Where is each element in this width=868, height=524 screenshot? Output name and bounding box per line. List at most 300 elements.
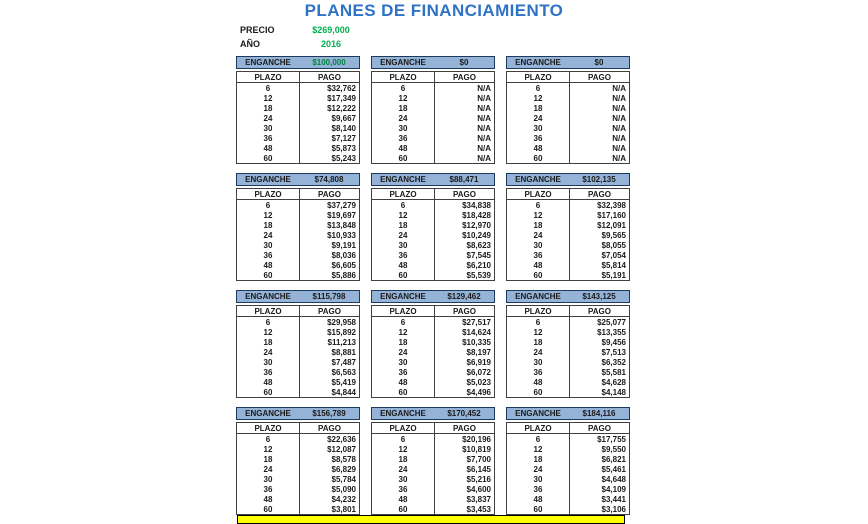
plazo-cell: 18: [507, 220, 570, 230]
pago-cell: $5,784: [331, 474, 356, 484]
pago-cell: $27,517: [462, 317, 491, 327]
plazo-cell: 18: [237, 454, 300, 464]
pago-cell: $9,456: [601, 337, 626, 347]
plazo-cell: 24: [507, 347, 570, 357]
plazo-cell: 48: [237, 260, 300, 270]
pago-cell: $32,398: [597, 200, 626, 210]
enganche-header-row: [371, 56, 495, 69]
plan-block: [371, 56, 495, 164]
pago-cell: $5,581: [601, 367, 626, 377]
plan-table-row: [237, 230, 359, 240]
plan-table-row: [372, 83, 494, 93]
plan-table-row: [507, 210, 629, 220]
pago-cell: $10,249: [462, 230, 491, 240]
pago-cell: $4,600: [466, 484, 491, 494]
plazo-cell: 12: [237, 210, 300, 220]
plan-table-row: [237, 357, 359, 367]
plan-table: [371, 305, 495, 398]
plazo-cell: 12: [237, 93, 300, 103]
pago-cell: N/A: [477, 133, 491, 143]
plan-table: [371, 422, 495, 515]
pago-cell: $12,087: [327, 444, 356, 454]
pago-cell: $8,578: [331, 454, 356, 464]
plazo-cell: 6: [237, 317, 300, 327]
plan-table-row: [237, 153, 359, 163]
pago-cell: N/A: [612, 103, 626, 113]
pago-cell: N/A: [612, 153, 626, 163]
plazo-cell: 60: [507, 270, 570, 280]
plazo-column-header: PLAZO: [237, 306, 300, 316]
pago-cell: $3,453: [466, 504, 491, 514]
plan-table-row: [507, 260, 629, 270]
plazo-cell: 12: [237, 444, 300, 454]
plan-table-row: [372, 93, 494, 103]
plazo-cell: 24: [372, 230, 435, 240]
pago-cell: $10,335: [462, 337, 491, 347]
pago-cell: $6,919: [466, 357, 491, 367]
plazo-cell: 24: [372, 347, 435, 357]
plazo-cell: 18: [237, 337, 300, 347]
ano-value: 2016: [320, 39, 342, 49]
enganche-value: $115,798: [312, 292, 346, 301]
plan-table-header-row: [237, 189, 359, 200]
plan-table-row: [372, 270, 494, 280]
plazo-cell: 24: [237, 113, 300, 123]
plazo-column-header: PLAZO: [237, 423, 300, 433]
plazo-cell: 6: [372, 434, 435, 444]
plan-table-row: [507, 367, 629, 377]
plan-table-row: [372, 387, 494, 397]
plan-table-row: [237, 143, 359, 153]
plan-table-row: [507, 123, 629, 133]
plazo-cell: 60: [372, 504, 435, 514]
plan-table-row: [237, 123, 359, 133]
plan-table: [506, 422, 630, 515]
enganche-label: ENGANCHE: [245, 409, 291, 418]
plan-table-row: [507, 377, 629, 387]
pago-column-header: PAGO: [318, 423, 341, 433]
plan-table-row: [507, 327, 629, 337]
plazo-cell: 60: [507, 153, 570, 163]
plan-table-header-row: [372, 72, 494, 83]
pago-cell: $17,755: [597, 434, 626, 444]
plan-table-row: [507, 484, 629, 494]
precio-value: $269,000: [312, 25, 350, 35]
plazo-cell: 48: [507, 494, 570, 504]
pago-cell: $25,077: [597, 317, 626, 327]
plan-block: [371, 290, 495, 398]
enganche-header-row: [236, 173, 360, 186]
plan-table-row: [237, 260, 359, 270]
pago-cell: $17,349: [327, 93, 356, 103]
pago-cell: $9,191: [331, 240, 356, 250]
enganche-value: $156,789: [312, 409, 346, 418]
plan-table-row: [372, 133, 494, 143]
plan-block: [236, 290, 360, 398]
plazo-cell: 36: [372, 133, 435, 143]
plan-table: [236, 188, 360, 281]
plazo-cell: 12: [507, 210, 570, 220]
plazo-cell: 6: [237, 434, 300, 444]
pago-cell: $6,145: [466, 464, 491, 474]
plan-table-row: [237, 250, 359, 260]
pago-cell: $5,090: [331, 484, 356, 494]
pago-cell: $19,697: [327, 210, 356, 220]
pago-cell: $5,873: [331, 143, 356, 153]
pago-cell: $5,023: [466, 377, 491, 387]
pago-column-header: PAGO: [453, 189, 476, 199]
enganche-label: ENGANCHE: [245, 58, 291, 67]
plan-table-row: [237, 327, 359, 337]
plan-table-row: [237, 454, 359, 464]
enganche-header-row: [371, 173, 495, 186]
plazo-cell: 18: [372, 220, 435, 230]
price-year-block: [240, 23, 360, 51]
plan-table-row: [237, 434, 359, 444]
pago-cell: $9,667: [331, 113, 356, 123]
pago-cell: $13,848: [327, 220, 356, 230]
plazo-cell: 18: [372, 454, 435, 464]
plan-table-row: [237, 133, 359, 143]
pago-cell: $8,881: [331, 347, 356, 357]
pago-cell: N/A: [612, 93, 626, 103]
plan-table: [236, 305, 360, 398]
enganche-label: ENGANCHE: [380, 292, 426, 301]
plan-table-row: [237, 387, 359, 397]
plazo-cell: 30: [507, 240, 570, 250]
plan-table: [236, 71, 360, 164]
enganche-value: $184,116: [582, 409, 616, 418]
pago-column-header: PAGO: [588, 306, 611, 316]
plan-block: [506, 173, 630, 281]
enganche-value: $143,125: [582, 292, 616, 301]
plan-table-row: [372, 260, 494, 270]
plan-table-row: [507, 133, 629, 143]
enganche-header-row: [236, 407, 360, 420]
precio-row: [240, 23, 360, 37]
plazo-cell: 30: [372, 240, 435, 250]
pago-column-header: PAGO: [588, 72, 611, 82]
pago-cell: $8,623: [466, 240, 491, 250]
pago-column-header: PAGO: [588, 423, 611, 433]
enganche-label: ENGANCHE: [245, 175, 291, 184]
plazo-cell: 12: [507, 93, 570, 103]
plazo-cell: 30: [372, 123, 435, 133]
plazo-cell: 30: [372, 474, 435, 484]
pago-cell: $3,801: [331, 504, 356, 514]
pago-cell: $4,232: [331, 494, 356, 504]
enganche-value: $0: [594, 58, 604, 67]
pago-cell: N/A: [477, 93, 491, 103]
plazo-cell: 30: [237, 240, 300, 250]
pago-cell: $12,222: [327, 103, 356, 113]
pago-cell: $6,210: [466, 260, 491, 270]
plazo-cell: 30: [372, 357, 435, 367]
plan-table-row: [372, 337, 494, 347]
enganche-label: ENGANCHE: [380, 58, 426, 67]
plan-table-row: [372, 444, 494, 454]
enganche-header-row: [506, 290, 630, 303]
plazo-cell: 36: [507, 484, 570, 494]
plazo-cell: 18: [372, 337, 435, 347]
plan-table-row: [507, 250, 629, 260]
plan-table-row: [237, 220, 359, 230]
plan-block: [506, 56, 630, 164]
plazo-column-header: PLAZO: [507, 189, 570, 199]
pago-cell: $7,054: [601, 250, 626, 260]
pago-column-header: PAGO: [588, 189, 611, 199]
enganche-value: $129,462: [447, 292, 481, 301]
plan-table-row: [507, 103, 629, 113]
plan-table: [371, 71, 495, 164]
pago-cell: N/A: [477, 143, 491, 153]
plan-block: [371, 407, 495, 515]
pago-cell: N/A: [477, 83, 491, 93]
enganche-value: $88,471: [449, 175, 479, 184]
plan-table-row: [372, 143, 494, 153]
pago-cell: $4,844: [331, 387, 356, 397]
plan-table-row: [237, 210, 359, 220]
pago-cell: $18,428: [462, 210, 491, 220]
enganche-value: $100,000: [312, 58, 346, 67]
pago-cell: N/A: [612, 143, 626, 153]
plazo-cell: 12: [507, 444, 570, 454]
plan-table-row: [237, 240, 359, 250]
pago-cell: $5,539: [466, 270, 491, 280]
plan-table-row: [237, 103, 359, 113]
pago-cell: $8,055: [601, 240, 626, 250]
plan-table: [236, 422, 360, 515]
enganche-header-row: [236, 56, 360, 69]
pago-cell: $6,563: [331, 367, 356, 377]
pago-cell: $37,279: [327, 200, 356, 210]
plan-table-row: [372, 200, 494, 210]
enganche-header-row: [371, 407, 495, 420]
enganche-header-row: [236, 290, 360, 303]
pago-cell: N/A: [612, 133, 626, 143]
precio-label: PRECIO: [240, 25, 275, 35]
plazo-cell: 48: [372, 143, 435, 153]
plazo-cell: 24: [507, 113, 570, 123]
pago-cell: $17,160: [597, 210, 626, 220]
plan-table-row: [372, 210, 494, 220]
pago-cell: $11,213: [327, 337, 356, 347]
pago-cell: $29,958: [327, 317, 356, 327]
pago-cell: N/A: [612, 123, 626, 133]
plan-table-row: [372, 357, 494, 367]
plan-table-row: [372, 123, 494, 133]
pago-cell: $15,892: [327, 327, 356, 337]
plazo-cell: 24: [507, 464, 570, 474]
pago-cell: N/A: [477, 113, 491, 123]
pago-cell: $12,970: [462, 220, 491, 230]
plan-table-row: [372, 347, 494, 357]
plan-block: [371, 173, 495, 281]
plazo-cell: 30: [507, 474, 570, 484]
plazo-cell: 60: [237, 153, 300, 163]
plan-table-row: [237, 367, 359, 377]
plan-table-row: [237, 444, 359, 454]
pago-cell: $3,106: [601, 504, 626, 514]
plan-block: [236, 173, 360, 281]
plan-table-row: [372, 484, 494, 494]
pago-cell: $7,513: [601, 347, 626, 357]
ano-row: [240, 37, 360, 51]
pago-cell: $32,762: [327, 83, 356, 93]
page-title: PLANES DE FINANCIAMIENTO: [304, 1, 564, 20]
pago-cell: $4,628: [601, 377, 626, 387]
plan-table-row: [372, 240, 494, 250]
pago-cell: $10,819: [462, 444, 491, 454]
plan-table-row: [372, 113, 494, 123]
pago-cell: $6,072: [466, 367, 491, 377]
plan-table-row: [237, 484, 359, 494]
plazo-cell: 36: [372, 484, 435, 494]
plan-table-header-row: [507, 306, 629, 317]
plan-table-header-row: [507, 189, 629, 200]
plan-table-row: [372, 103, 494, 113]
plazo-cell: 6: [237, 83, 300, 93]
pago-cell: N/A: [477, 123, 491, 133]
plan-table-row: [237, 504, 359, 514]
plazo-cell: 18: [507, 454, 570, 464]
pago-cell: N/A: [612, 113, 626, 123]
plan-table-row: [507, 474, 629, 484]
pago-cell: $14,624: [462, 327, 491, 337]
plazo-cell: 48: [507, 143, 570, 153]
plan-table-row: [237, 270, 359, 280]
pago-cell: $8,036: [331, 250, 356, 260]
plazo-cell: 18: [237, 103, 300, 113]
plan-table-header-row: [237, 72, 359, 83]
plan-table-row: [372, 327, 494, 337]
plazo-cell: 48: [372, 377, 435, 387]
plazo-cell: 36: [237, 367, 300, 377]
plan-table-row: [507, 434, 629, 444]
plan-table-row: [237, 83, 359, 93]
plazo-cell: 60: [507, 387, 570, 397]
plazo-cell: 6: [507, 200, 570, 210]
plazo-column-header: PLAZO: [237, 189, 300, 199]
plazo-cell: 36: [372, 367, 435, 377]
plazo-cell: 30: [237, 357, 300, 367]
plan-table-row: [507, 347, 629, 357]
plazo-cell: 24: [372, 464, 435, 474]
plan-block: [236, 56, 360, 164]
enganche-value: $170,452: [447, 409, 481, 418]
enganche-header-row: [506, 407, 630, 420]
pago-cell: $8,197: [466, 347, 491, 357]
enganche-value: $102,135: [582, 175, 616, 184]
enganche-header-row: [506, 56, 630, 69]
pago-cell: $6,821: [601, 454, 626, 464]
plazo-cell: 30: [507, 357, 570, 367]
plan-table-row: [507, 83, 629, 93]
plan-table-row: [372, 474, 494, 484]
pago-cell: $5,243: [331, 153, 356, 163]
plazo-cell: 12: [372, 444, 435, 454]
plan-table-row: [507, 200, 629, 210]
plan-table-header-row: [507, 423, 629, 434]
plan-table-row: [372, 434, 494, 444]
plan-table-row: [372, 230, 494, 240]
pago-cell: $4,648: [601, 474, 626, 484]
plan-block: [236, 407, 360, 515]
pago-cell: $7,127: [331, 133, 356, 143]
plazo-cell: 48: [372, 494, 435, 504]
plazo-cell: 12: [507, 327, 570, 337]
plan-table: [506, 188, 630, 281]
plan-table-row: [237, 93, 359, 103]
plazo-cell: 48: [237, 377, 300, 387]
plazo-cell: 6: [507, 434, 570, 444]
plazo-cell: 48: [237, 494, 300, 504]
pago-cell: $3,837: [466, 494, 491, 504]
plan-table-header-row: [372, 189, 494, 200]
plan-table-header-row: [507, 72, 629, 83]
plan-table-row: [372, 454, 494, 464]
plan-table-row: [237, 337, 359, 347]
enganche-label: ENGANCHE: [380, 175, 426, 184]
plan-table-row: [237, 347, 359, 357]
plan-table-row: [507, 494, 629, 504]
plazo-cell: 48: [507, 260, 570, 270]
pago-cell: $5,886: [331, 270, 356, 280]
plan-table-row: [507, 454, 629, 464]
plan-table-row: [507, 93, 629, 103]
plazo-cell: 6: [237, 200, 300, 210]
plan-table-row: [237, 200, 359, 210]
plazo-column-header: PLAZO: [372, 72, 435, 82]
plan-table-row: [507, 444, 629, 454]
plazo-cell: 48: [237, 143, 300, 153]
plazo-cell: 18: [372, 103, 435, 113]
plan-table-row: [372, 504, 494, 514]
plan-table-row: [237, 377, 359, 387]
plazo-cell: 24: [237, 347, 300, 357]
pago-cell: $5,216: [466, 474, 491, 484]
pago-cell: $20,196: [462, 434, 491, 444]
pago-cell: $4,148: [601, 387, 626, 397]
plan-table-header-row: [237, 306, 359, 317]
plan-table-row: [237, 494, 359, 504]
plan-table-row: [507, 504, 629, 514]
pago-cell: $34,838: [462, 200, 491, 210]
pago-cell: $4,109: [601, 484, 626, 494]
plan-table-row: [507, 317, 629, 327]
plazo-cell: 12: [237, 327, 300, 337]
plazo-cell: 12: [372, 93, 435, 103]
plazo-column-header: PLAZO: [507, 72, 570, 82]
pago-cell: $5,814: [601, 260, 626, 270]
pago-cell: $6,829: [331, 464, 356, 474]
pago-cell: N/A: [477, 153, 491, 163]
plazo-cell: 6: [372, 317, 435, 327]
plazo-column-header: PLAZO: [372, 189, 435, 199]
plan-table-row: [372, 494, 494, 504]
enganche-label: ENGANCHE: [245, 292, 291, 301]
plan-table-row: [372, 153, 494, 163]
plazo-cell: 60: [372, 153, 435, 163]
plan-table-row: [372, 464, 494, 474]
plan-table-row: [372, 220, 494, 230]
plazo-cell: 36: [372, 250, 435, 260]
pago-cell: $9,565: [601, 230, 626, 240]
plazo-cell: 60: [372, 387, 435, 397]
plan-table-row: [237, 317, 359, 327]
plazo-column-header: PLAZO: [507, 306, 570, 316]
pago-cell: $7,487: [331, 357, 356, 367]
